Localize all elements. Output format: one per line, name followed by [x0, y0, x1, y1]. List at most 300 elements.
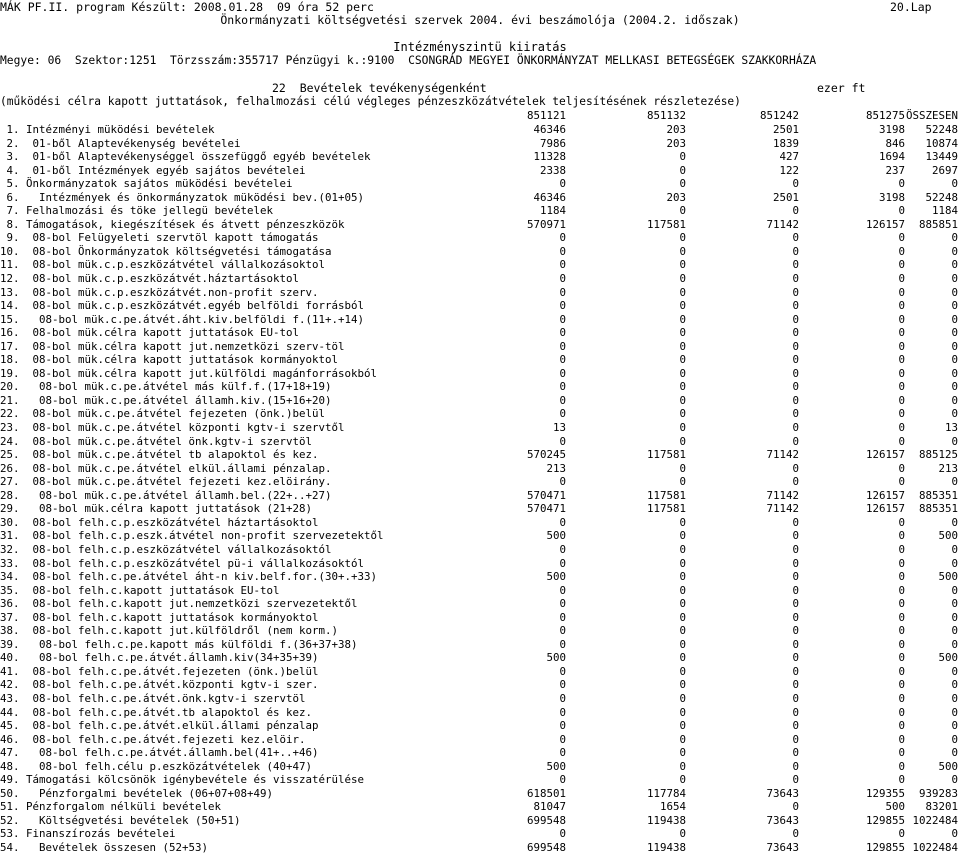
table-row	[0, 421, 960, 435]
table-row	[0, 394, 960, 408]
row-value-cell: 0	[792, 732, 799, 746]
row-value-cell: 0	[898, 773, 905, 787]
table-row	[0, 448, 960, 462]
row-value-cell: 46346	[533, 190, 566, 204]
row-label: 50. Pénzforgalmi bevételek (06+07+08+49)	[0, 786, 274, 800]
row-value-cell: 0	[559, 326, 566, 340]
row-total-cell: 0	[951, 258, 958, 272]
row-value-cell: 500	[885, 800, 905, 814]
row-label: 48. 08-bol felh.célu p.eszközátvételek (40+47)	[0, 759, 313, 773]
row-label: 22. 08-bol mük.c.pe.átvétel fejezeten (önk.)belül	[0, 407, 326, 421]
row-value-cell: 0	[792, 299, 799, 313]
row-label: 28. 08-bol mük.c.pe.átvétel államh.bel.(22+..+27)	[0, 488, 332, 502]
row-value-cell: 0	[679, 746, 686, 760]
row-total-cell: 0	[951, 475, 958, 489]
row-label: 44. 08-bol felh.c.pe.átvét.tb alapoktol és kez.	[0, 705, 313, 719]
row-value-cell: 0	[679, 556, 686, 570]
row-value-cell: 0	[898, 258, 905, 272]
row-value-cell: 129355	[865, 786, 905, 800]
row-value-cell: 0	[679, 827, 686, 841]
row-value-cell: 0	[679, 515, 686, 529]
row-value-cell: 0	[679, 461, 686, 475]
table-row	[0, 353, 960, 367]
row-value-cell: 46346	[533, 123, 566, 136]
row-value-cell: 0	[792, 691, 799, 705]
row-value-cell: 71142	[766, 217, 799, 231]
row-value-cell: 0	[792, 624, 799, 638]
row-value-cell: 71142	[766, 488, 799, 502]
row-value-cell: 0	[898, 285, 905, 299]
row-value-cell: 0	[679, 393, 686, 407]
row-value-cell: 0	[792, 421, 799, 435]
row-value-cell: 0	[559, 610, 566, 624]
row-value-cell: 0	[559, 244, 566, 258]
row-total-cell: 500	[938, 570, 958, 584]
row-value-cell: 73643	[766, 786, 799, 800]
row-value-cell: 129855	[865, 813, 905, 827]
table-row	[0, 164, 960, 178]
row-total-cell: 2697	[931, 163, 958, 177]
row-value-cell: 0	[679, 326, 686, 340]
row-value-cell: 126157	[865, 448, 905, 462]
row-value-cell: 0	[792, 366, 799, 380]
row-value-cell: 0	[792, 353, 799, 367]
row-value-cell: 1839	[772, 136, 799, 150]
column-header-total: ÖSSZESEN	[905, 109, 958, 122]
row-value-cell: 0	[679, 570, 686, 584]
row-value-cell: 213	[546, 461, 566, 475]
table-row	[0, 272, 960, 286]
row-value-cell: 0	[679, 150, 686, 164]
row-value-cell: 570245	[526, 448, 566, 462]
row-value-cell: 0	[792, 570, 799, 584]
row-total-cell: 1184	[931, 204, 958, 218]
table-row	[0, 651, 960, 665]
row-value-cell: 0	[898, 244, 905, 258]
column-header-1: 851121	[526, 109, 566, 122]
row-value-cell: 0	[792, 258, 799, 272]
table-row	[0, 665, 960, 679]
row-label: 42. 08-bol felh.c.pe.átvét.központi kgtv-i szer.	[0, 678, 319, 692]
row-value-cell: 0	[792, 705, 799, 719]
row-value-cell: 0	[898, 421, 905, 435]
row-value-cell: 2501	[772, 190, 799, 204]
row-label: 5. Önkormányzatok sajátos müködési bevételei	[0, 177, 293, 191]
row-value-cell: 0	[679, 285, 686, 299]
row-value-cell: 0	[898, 326, 905, 340]
row-total-cell: 0	[951, 610, 958, 624]
row-value-cell: 0	[792, 542, 799, 556]
row-value-cell: 0	[679, 651, 686, 665]
row-total-cell: 0	[951, 746, 958, 760]
row-total-cell: 10874	[925, 136, 958, 150]
row-label: 15. 08-bol mük.c.pe.átvét.áht.kiv.belföldi f.(11+.+14)	[0, 312, 365, 326]
table-row	[0, 299, 960, 313]
row-label: 25. 08-bol mük.c.pe.átvétel tb alapoktol és kez.	[0, 448, 319, 462]
row-value-cell: 0	[898, 272, 905, 286]
row-value-cell: 0	[898, 570, 905, 584]
row-value-cell: 122	[779, 163, 799, 177]
row-value-cell: 0	[898, 461, 905, 475]
table-row	[0, 204, 960, 218]
row-total-cell: 500	[938, 759, 958, 773]
row-value-cell: 0	[679, 244, 686, 258]
row-value-cell: 0	[898, 705, 905, 719]
row-value-cell: 0	[559, 664, 566, 678]
table-row	[0, 543, 960, 557]
row-total-cell: 0	[951, 407, 958, 421]
row-label: 9. 08-bol Felügyeleti szervtöl kapott támogatás	[0, 231, 319, 245]
institution-info: Megye: 06 Szektor:1251 Törzsszám:355717 Pénzügyi k.:9100 CSONGRÁD MEGYEI ÖNKORMÁNYZAT MELLKASI BETEGSÉGEK SZAKKORHÁZA	[0, 54, 817, 67]
row-label: 11. 08-bol mük.c.p.eszközátvétel vállalkozásoktol	[0, 258, 326, 272]
report-subtitle: Önkormányzati költségvetési szervek 2004. évi beszámolója (2004.2. időszak)	[220, 13, 740, 27]
row-label: 43. 08-bol felh.c.pe.átvét.önk.kgtv-i szervtöl	[0, 691, 306, 705]
row-value-cell: 0	[792, 773, 799, 787]
row-value-cell: 846	[885, 136, 905, 150]
row-value-cell: 0	[792, 461, 799, 475]
row-value-cell: 0	[898, 177, 905, 191]
row-value-cell: 0	[559, 339, 566, 353]
table-row	[0, 245, 960, 259]
row-total-cell: 0	[951, 773, 958, 787]
row-value-cell: 427	[779, 150, 799, 164]
row-value-cell: 71142	[766, 448, 799, 462]
row-value-cell: 1694	[878, 150, 905, 164]
row-value-cell: 0	[792, 407, 799, 421]
row-total-cell: 500	[938, 651, 958, 665]
row-value-cell: 500	[546, 529, 566, 543]
row-total-cell: 83201	[925, 800, 958, 814]
row-total-cell: 0	[951, 515, 958, 529]
row-value-cell: 0	[792, 827, 799, 841]
column-header-3: 851242	[759, 109, 799, 122]
row-value-cell: 0	[679, 597, 686, 611]
row-total-cell: 0	[951, 272, 958, 286]
row-value-cell: 0	[679, 705, 686, 719]
row-value-cell: 0	[792, 326, 799, 340]
row-value-cell: 0	[792, 272, 799, 286]
table-row	[0, 624, 960, 638]
row-total-cell: 13	[944, 421, 958, 435]
row-value-cell: 0	[792, 529, 799, 543]
table-row	[0, 760, 960, 774]
row-value-cell: 0	[792, 678, 799, 692]
table-row	[0, 516, 960, 530]
row-value-cell: 0	[679, 434, 686, 448]
row-value-cell: 0	[679, 299, 686, 313]
row-value-cell: 0	[559, 434, 566, 448]
row-label: 26. 08-bol mük.c.pe.átvétel elkül.állami pénzalap.	[0, 461, 332, 475]
column-header-2: 851132	[646, 109, 686, 122]
row-value-cell: 0	[679, 353, 686, 367]
row-value-cell: 0	[559, 177, 566, 191]
row-value-cell: 0	[559, 366, 566, 380]
row-label: 31. 08-bol felh.c.p.eszk.átvétel non-profit szervezetektől	[0, 529, 384, 543]
row-total-cell: 0	[951, 542, 958, 556]
table-row	[0, 489, 960, 503]
table-row	[0, 258, 960, 272]
row-value-cell: 0	[898, 204, 905, 218]
table-row	[0, 435, 960, 449]
row-value-cell: 0	[792, 231, 799, 245]
row-value-cell: 0	[792, 285, 799, 299]
row-value-cell: 0	[792, 177, 799, 191]
row-total-cell: 0	[951, 434, 958, 448]
table-row	[0, 814, 960, 828]
row-value-cell: 0	[559, 624, 566, 638]
row-label: 2. 01-ből Alaptevékenység bevételei	[0, 136, 241, 150]
row-value-cell: 0	[559, 393, 566, 407]
row-value-cell: 126157	[865, 217, 905, 231]
row-total-cell: 0	[951, 556, 958, 570]
table-row	[0, 841, 960, 855]
row-value-cell: 0	[792, 759, 799, 773]
table-row	[0, 678, 960, 692]
row-label: 46. 08-bol felh.c.pe.átvét.fejezeti kez.elöir.	[0, 732, 306, 746]
row-total-cell: 0	[951, 637, 958, 651]
row-value-cell: 203	[666, 123, 686, 136]
table-row	[0, 313, 960, 327]
row-value-cell: 0	[679, 529, 686, 543]
row-value-cell: 0	[559, 691, 566, 705]
row-value-cell: 0	[898, 664, 905, 678]
row-value-cell: 0	[559, 583, 566, 597]
row-value-cell: 0	[559, 597, 566, 611]
row-label: 1. Intézményi müködési bevételek	[0, 123, 215, 136]
row-value-cell: 0	[559, 542, 566, 556]
row-value-cell: 3198	[878, 190, 905, 204]
row-value-cell: 0	[898, 366, 905, 380]
row-total-cell: 0	[951, 664, 958, 678]
row-value-cell: 0	[559, 556, 566, 570]
row-value-cell: 0	[792, 583, 799, 597]
row-total-cell: 0	[951, 285, 958, 299]
row-label: 18. 08-bol mük.célra kapott juttatások kormányoktol	[0, 353, 339, 367]
row-total-cell: 885851	[918, 217, 958, 231]
row-value-cell: 71142	[766, 502, 799, 516]
row-value-cell: 203	[666, 136, 686, 150]
row-value-cell: 0	[679, 691, 686, 705]
row-label: 52. Költségvetési bevételek (50+51)	[0, 813, 241, 827]
row-value-cell: 0	[679, 664, 686, 678]
row-total-cell: 0	[951, 705, 958, 719]
table-description: (működési célra kapott juttatások, felhalmozási célú végleges pénzeszközátvételek teljesítésének részletezése)	[0, 95, 741, 108]
row-value-cell: 0	[792, 664, 799, 678]
row-label: 21. 08-bol mük.c.pe.átvétel államh.kiv.(15+16+20)	[0, 393, 332, 407]
table-row	[0, 326, 960, 340]
table-row	[0, 706, 960, 720]
row-value-cell: 0	[898, 759, 905, 773]
table-row	[0, 137, 960, 151]
row-label: 8. Támogatások, kiegészítések és átvett pénzeszközök	[0, 217, 345, 231]
row-value-cell: 0	[679, 583, 686, 597]
row-value-cell: 0	[559, 637, 566, 651]
row-value-cell: 0	[559, 746, 566, 760]
table-row	[0, 827, 960, 841]
row-value-cell: 237	[885, 163, 905, 177]
table-row	[0, 570, 960, 584]
row-value-cell: 2338	[539, 163, 566, 177]
row-value-cell: 570471	[526, 488, 566, 502]
row-value-cell: 0	[679, 732, 686, 746]
row-value-cell: 0	[559, 231, 566, 245]
row-label: 7. Felhalmozási és töke jellegü bevételek	[0, 204, 274, 218]
row-value-cell: 0	[679, 407, 686, 421]
row-total-cell: 0	[951, 339, 958, 353]
row-value-cell: 119438	[646, 813, 686, 827]
row-value-cell: 618501	[526, 786, 566, 800]
row-value-cell: 13	[552, 421, 566, 435]
table-row	[0, 733, 960, 747]
row-label: 36. 08-bol felh.c.kapott jut.nemzetközi szervezetektől	[0, 597, 358, 611]
row-value-cell: 0	[559, 258, 566, 272]
row-total-cell: 213	[938, 461, 958, 475]
row-value-cell: 0	[679, 542, 686, 556]
row-total-cell: 0	[951, 732, 958, 746]
table-row	[0, 584, 960, 598]
row-total-cell: 500	[938, 529, 958, 543]
row-value-cell: 0	[792, 380, 799, 394]
row-label: 53. Finanszírozás bevételei	[0, 827, 176, 841]
row-value-cell: 0	[559, 515, 566, 529]
row-value-cell: 0	[898, 827, 905, 841]
row-value-cell: 126157	[865, 488, 905, 502]
row-label: 40. 08-bol felh.c.pe.átvét.államh.kiv(34+35+39)	[0, 651, 319, 665]
row-value-cell: 0	[559, 407, 566, 421]
table-row	[0, 150, 960, 164]
row-value-cell: 0	[898, 529, 905, 543]
row-value-cell: 0	[559, 678, 566, 692]
row-total-cell: 0	[951, 583, 958, 597]
table-row	[0, 557, 960, 571]
row-value-cell: 570971	[526, 217, 566, 231]
row-value-cell: 0	[792, 244, 799, 258]
page-number: 20.Lap	[890, 0, 932, 14]
table-row	[0, 787, 960, 801]
row-value-cell: 0	[792, 434, 799, 448]
row-label: 6. Intézmények és önkormányzatok müködési bev.(01+05)	[0, 190, 365, 204]
row-value-cell: 0	[679, 678, 686, 692]
row-value-cell: 0	[898, 542, 905, 556]
row-value-cell: 570471	[526, 502, 566, 516]
row-total-cell: 0	[951, 231, 958, 245]
table-row	[0, 177, 960, 191]
row-value-cell: 0	[559, 353, 566, 367]
row-value-cell: 500	[546, 759, 566, 773]
row-value-cell: 0	[898, 475, 905, 489]
row-total-cell: 0	[951, 678, 958, 692]
row-value-cell: 0	[898, 732, 905, 746]
row-label: 24. 08-bol mük.c.pe.átvétel önk.kgtv-i szervtöl	[0, 434, 313, 448]
row-label: 47. 08-bol felh.c.pe.átvét.államh.bel(41+..+46)	[0, 746, 319, 760]
row-label: 54. Bevételek összesen (52+53)	[0, 840, 209, 854]
row-value-cell: 0	[792, 556, 799, 570]
row-value-cell: 0	[898, 339, 905, 353]
row-value-cell: 0	[792, 475, 799, 489]
row-value-cell: 0	[679, 624, 686, 638]
row-value-cell: 81047	[533, 800, 566, 814]
row-value-cell: 500	[546, 570, 566, 584]
row-value-cell: 0	[679, 637, 686, 651]
row-label: 4. 01-ből Intézmények egyéb sajátos bevételei	[0, 163, 306, 177]
row-label: 14. 08-bol mük.c.p.eszközátvét.egyéb belföldi forrásból	[0, 299, 365, 313]
table-title: 22 Bevételek tevékenységenként	[272, 81, 487, 95]
row-label: 41. 08-bol felh.c.pe.átvét.fejezeten (önk.)belül	[0, 664, 319, 678]
row-total-cell: 0	[951, 244, 958, 258]
row-value-cell: 0	[679, 773, 686, 787]
row-value-cell: 0	[679, 475, 686, 489]
row-value-cell: 0	[679, 610, 686, 624]
row-label: 38. 08-bol felh.c.kapott jut.külföldről (nem korm.)	[0, 624, 339, 638]
row-total-cell: 885351	[918, 502, 958, 516]
row-label: 27. 08-bol mük.c.pe.átvétel fejezeti kez.elöirány.	[0, 475, 332, 489]
row-total-cell: 13449	[925, 150, 958, 164]
row-label: 49. Támogatási kölcsönök igénybevétele és visszatérülése	[0, 773, 365, 787]
row-value-cell: 0	[898, 651, 905, 665]
row-value-cell: 0	[679, 177, 686, 191]
row-value-cell: 117581	[646, 502, 686, 516]
row-total-cell: 0	[951, 827, 958, 841]
row-value-cell: 0	[679, 312, 686, 326]
report-title: Intézményszintü kiiratás	[393, 40, 567, 54]
row-label: 12. 08-bol mük.c.p.eszközátvét.háztartásoktol	[0, 272, 300, 286]
row-label: 39. 08-bol felh.c.pe.kapott más külföldi f.(36+37+38)	[0, 637, 358, 651]
row-value-cell: 0	[679, 380, 686, 394]
table-row	[0, 773, 960, 787]
row-value-cell: 117581	[646, 217, 686, 231]
row-value-cell: 0	[559, 285, 566, 299]
row-value-cell: 0	[559, 475, 566, 489]
table-row	[0, 231, 960, 245]
row-label: 16. 08-bol mük.célra kapott juttatások EU-tol	[0, 326, 300, 340]
row-value-cell: 7986	[539, 136, 566, 150]
row-value-cell: 500	[546, 651, 566, 665]
row-value-cell: 1184	[539, 204, 566, 218]
row-value-cell: 0	[559, 272, 566, 286]
table-row	[0, 502, 960, 516]
table-row	[0, 719, 960, 733]
row-value-cell: 1654	[659, 800, 686, 814]
row-total-cell: 0	[951, 719, 958, 733]
row-value-cell: 0	[898, 434, 905, 448]
row-value-cell: 0	[792, 637, 799, 651]
row-value-cell: 0	[792, 204, 799, 218]
row-value-cell: 73643	[766, 840, 799, 854]
row-total-cell: 0	[951, 380, 958, 394]
column-headers	[0, 109, 960, 123]
row-value-cell: 0	[792, 800, 799, 814]
row-label: 45. 08-bol felh.c.pe.átvét.elkül.állami pénzalap	[0, 719, 319, 733]
row-total-cell: 0	[951, 597, 958, 611]
column-header-4: 851275	[865, 109, 905, 122]
row-value-cell: 129855	[865, 840, 905, 854]
table-row	[0, 692, 960, 706]
row-value-cell: 0	[898, 610, 905, 624]
row-label: 32. 08-bol felh.c.p.eszközátvétel vállalkozásoktól	[0, 542, 332, 556]
table-row	[0, 597, 960, 611]
row-label: 35. 08-bol felh.c.kapott juttatások EU-tol	[0, 583, 280, 597]
table-row	[0, 340, 960, 354]
row-total-cell: 885125	[918, 448, 958, 462]
row-total-cell: 52248	[925, 190, 958, 204]
row-value-cell: 0	[679, 272, 686, 286]
row-value-cell: 0	[898, 299, 905, 313]
row-value-cell: 0	[898, 231, 905, 245]
row-total-cell: 0	[951, 312, 958, 326]
row-value-cell: 0	[898, 353, 905, 367]
row-value-cell: 0	[792, 515, 799, 529]
row-value-cell: 0	[559, 827, 566, 841]
